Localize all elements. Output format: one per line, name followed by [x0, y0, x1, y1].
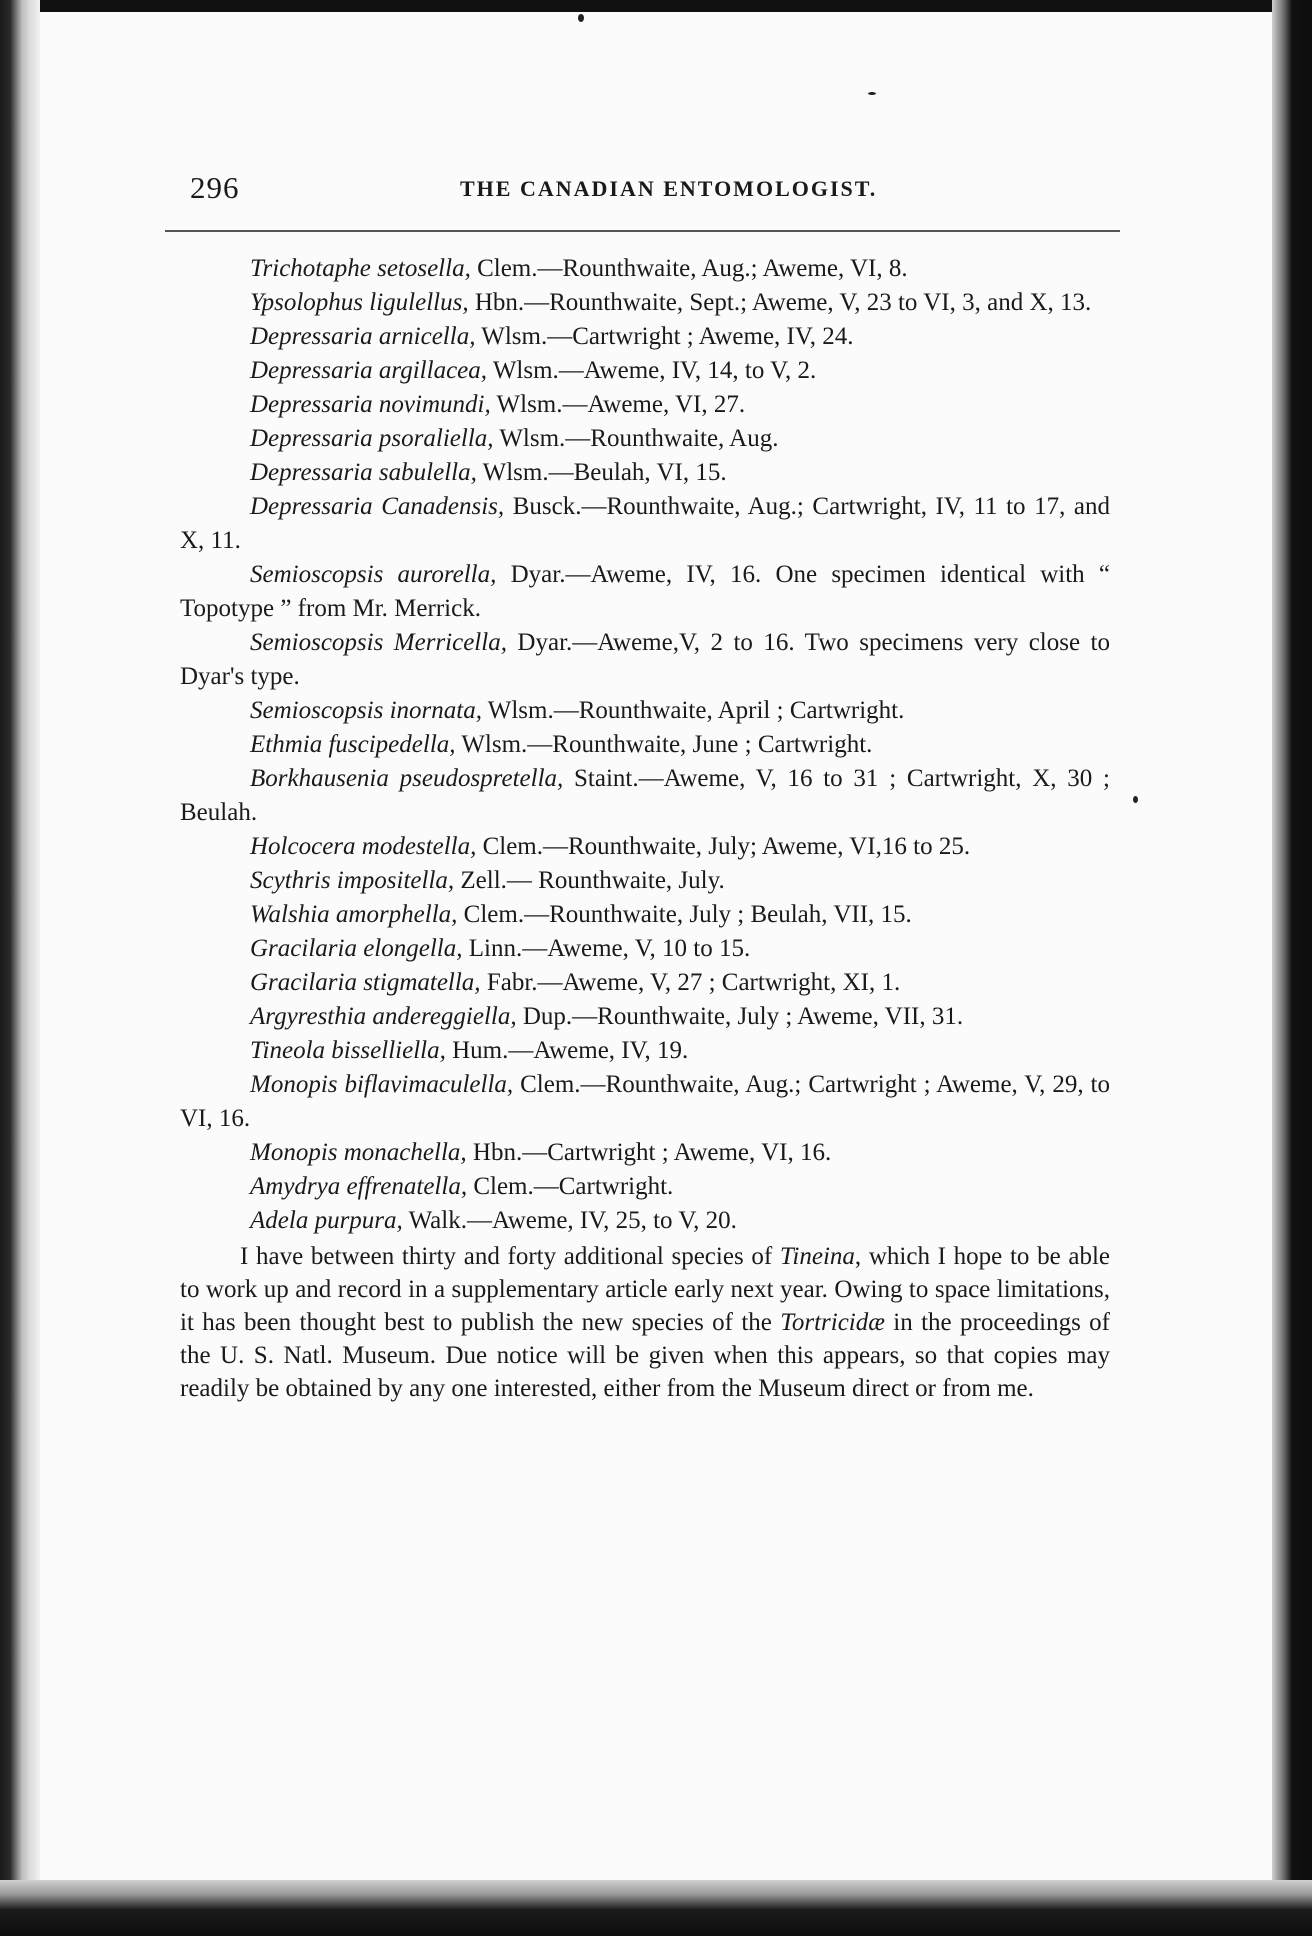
speck-mark	[1133, 796, 1138, 803]
species-record: Clem.—Rounthwaite, Aug.; Cartwright ; Aweme, V, 29, to VI, 16.	[180, 1071, 1110, 1132]
species-name: Walshia amorphella,	[250, 901, 458, 928]
species-record: Clem.—Cartwright.	[467, 1173, 674, 1200]
species-record: Walk.—Aweme, IV, 25, to V, 20.	[402, 1207, 737, 1234]
species-entry	[180, 286, 1110, 320]
species-record: Clem.—Rounthwaite, Aug.; Aweme, VI, 8.	[470, 255, 908, 282]
species-record: Wlsm.—Aweme, IV, 14, to V, 2.	[487, 357, 817, 384]
page-header	[190, 170, 1120, 220]
species-record: Staint.—Aweme, V, 16 to 31 ; Cartwright, X, 30 ; Beulah.	[180, 765, 1110, 826]
species-entry	[180, 1034, 1110, 1068]
species-entry	[180, 422, 1110, 456]
species-name: Monopis monachella,	[250, 1139, 467, 1166]
species-name: Trichotaphe setosella,	[250, 255, 471, 282]
species-entry	[180, 626, 1110, 694]
species-list	[180, 252, 1110, 1238]
species-record: Zell.— Rounthwaite, July.	[454, 867, 725, 894]
scan-bottom-edge	[0, 1880, 1312, 1936]
species-entry	[180, 1068, 1110, 1136]
species-entry	[180, 490, 1110, 558]
species-name: Holcocera modestella,	[250, 833, 477, 860]
scan-left-edge	[0, 0, 40, 1936]
species-name: Depressaria sabulella,	[250, 459, 477, 486]
species-name: Amydrya effrenatella,	[250, 1173, 468, 1200]
species-record: Hum.—Aweme, IV, 19.	[445, 1037, 689, 1064]
species-record: Clem.—Rounthwaite, July; Aweme, VI,16 to 25.	[476, 833, 971, 860]
main-text	[180, 252, 1110, 1405]
running-title: THE CANADIAN ENTOMOLOGIST.	[460, 176, 878, 201]
species-name: Borkhausenia pseudospretella,	[250, 765, 564, 792]
species-entry	[180, 762, 1110, 830]
closing-paragraph	[180, 1240, 1110, 1405]
species-entry	[180, 1136, 1110, 1170]
species-entry	[180, 354, 1110, 388]
species-name: Ethmia fuscipedella,	[250, 731, 456, 758]
page-number: 296	[190, 170, 240, 205]
species-record: Linn.—Aweme, V, 10 to 15.	[462, 935, 751, 962]
species-record: Wlsm.—Rounthwaite, Aug.	[493, 425, 779, 452]
species-entry	[180, 1000, 1110, 1034]
species-name: Semioscopsis Merricella,	[250, 629, 507, 656]
species-name: Adela purpura,	[250, 1207, 403, 1234]
species-name: Ypsolophus ligulellus,	[250, 289, 469, 316]
species-entry	[180, 1170, 1110, 1204]
speck-mark	[578, 14, 584, 22]
species-entry	[180, 388, 1110, 422]
header-rule	[165, 230, 1120, 232]
species-name: Depressaria arnicella,	[250, 323, 476, 350]
book-gutter	[1272, 0, 1312, 1936]
species-entry	[180, 966, 1110, 1000]
species-record: Dyar.—Aweme, IV, 16. One specimen identical with “ Topotype ” from Mr. Merrick.	[180, 561, 1110, 622]
species-record: Dyar.—Aweme,V, 2 to 16. Two specimens very close to Dyar's type.	[180, 629, 1110, 690]
species-record: Clem.—Rounthwaite, July ; Beulah, VII, 15.	[457, 901, 912, 928]
species-entry	[180, 864, 1110, 898]
species-entry	[180, 558, 1110, 626]
species-name: Gracilaria elongella,	[250, 935, 463, 962]
species-name: Depressaria psoraliella,	[250, 425, 494, 452]
species-name: Depressaria argillacea,	[250, 357, 488, 384]
species-name: Tineola bisselliella,	[250, 1037, 446, 1064]
species-record: Dup.—Rounthwaite, July ; Aweme, VII, 31.	[516, 1003, 964, 1030]
species-record: Wlsm.—Rounthwaite, June ; Cartwright.	[455, 731, 873, 758]
species-entry	[180, 728, 1110, 762]
species-name: Scythris impositella,	[250, 867, 455, 894]
speck-mark	[868, 92, 876, 95]
species-name: Gracilaria stigmatella,	[250, 969, 481, 996]
species-record: Wlsm.—Cartwright ; Aweme, IV, 24.	[475, 323, 854, 350]
species-record: Wlsm.—Rounthwaite, April ; Cartwright.	[481, 697, 905, 724]
closing-text-part2: , which I hope to be able to work up and record in a supplementary article early next year. Owing to space limitations, it has been thought best to publish the new species of the	[180, 1243, 1111, 1336]
species-entry	[180, 1204, 1110, 1238]
closing-italic-tortricidae: Tortricidæ	[780, 1309, 885, 1336]
closing-text-part3: in the proceedings of the U. S. Natl. Museum. Due notice will be given when this appears, so that copies may readily be obtained by any one interested, either from the Museum direct or from me.	[180, 1309, 1110, 1402]
species-record: Wlsm.—Aweme, VI, 27.	[490, 391, 746, 418]
species-name: Monopis biflavimaculella,	[250, 1071, 514, 1098]
species-entry	[180, 932, 1110, 966]
species-entry	[180, 252, 1110, 286]
species-record: Busck.—Rounthwaite, Aug.; Cartwright, IV, 11 to 17, and X, 11.	[180, 493, 1110, 554]
species-entry	[180, 830, 1110, 864]
species-record: Wlsm.—Beulah, VI, 15.	[476, 459, 727, 486]
species-entry	[180, 320, 1110, 354]
species-entry	[180, 456, 1110, 490]
species-name: Depressaria Canadensis,	[250, 493, 505, 520]
species-name: Semioscopsis aurorella,	[250, 561, 497, 588]
species-record: Hbn.—Cartwright ; Aweme, VI, 16.	[466, 1139, 832, 1166]
species-record: Hbn.—Rounthwaite, Sept.; Aweme, V, 23 to VI, 3, and X, 13.	[468, 289, 1092, 316]
species-name: Semioscopsis inornata,	[250, 697, 482, 724]
closing-italic-tineina: Tineina	[779, 1243, 855, 1270]
species-record: Fabr.—Aweme, V, 27 ; Cartwright, XI, 1.	[480, 969, 901, 996]
species-name: Depressaria novimundi,	[250, 391, 491, 418]
species-entry	[180, 694, 1110, 728]
species-entry	[180, 898, 1110, 932]
closing-text-part1: I have between thirty and forty additional species of	[240, 1243, 780, 1270]
species-name: Argyresthia andereggiella,	[250, 1003, 517, 1030]
